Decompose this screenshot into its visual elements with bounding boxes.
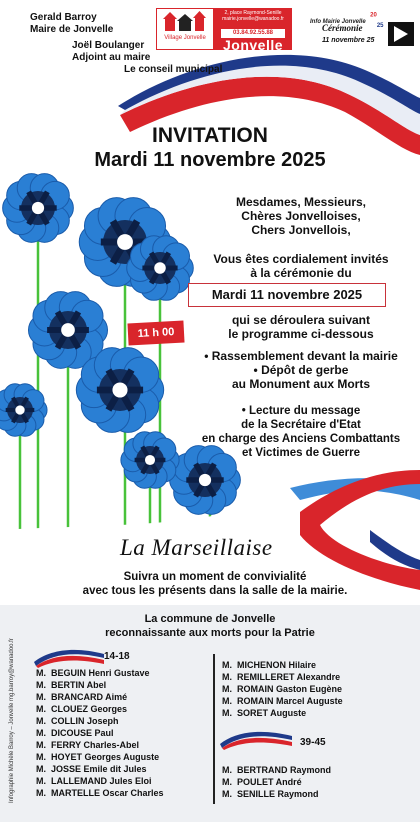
soldier-name: LALLEMAND Jules Eloi [51,776,152,786]
name-row [36,727,164,739]
name-prefix: M. [222,672,232,682]
marseillaise-title: La Marseillaise [120,535,273,560]
name-prefix: M. [36,716,46,726]
ceremony-date-box: Mardi 11 novembre 2025 [188,283,386,307]
name-row [36,739,164,751]
mairie-address [217,10,289,22]
conviviality-line-1: Suivra un moment de convivialité [123,571,307,583]
signatories [30,12,113,36]
deputy-title: Adjoint au maire [72,52,151,63]
address-line: 2, place Raymond-Senille [224,10,282,16]
ceremony-label: Cérémonie [322,23,363,33]
column-divider [213,654,215,804]
village-logo [157,9,213,49]
name-row [36,787,164,799]
mairie-brand: Jonvelle [222,37,284,53]
email-line: mairie.jonvelle@wanadoo.fr [222,16,284,22]
name-row [222,683,343,695]
name-prefix: M. [36,752,46,762]
program-intro-line-1: qui se déroulera suivant [231,313,371,327]
info-box-title: Info Mairie Jonvelle [310,19,366,25]
ceremony-date: 11 novembre 25 [322,37,375,44]
year-sup: 20 [370,12,377,19]
mairie-contact-box [156,8,292,53]
program-item-3-line-4: et Victimes de Guerre [241,447,361,459]
cornflower-8 [0,384,47,437]
soldier-name: BERTIN Abel [51,680,107,690]
name-row [36,667,164,679]
program-item-2: • Dépôt de gerbe [253,363,349,377]
war-list-3945 [222,764,331,800]
program-item-2-cont: au Monument aux Morts [231,377,370,391]
name-prefix: M. [222,696,232,706]
name-prefix: M. [222,708,232,718]
soldier-name: POULET André [237,777,302,787]
soldier-name: BEGUIN Henri Gustave [51,668,150,678]
war-label-3945: 39-45 [300,737,326,748]
deputy-block [72,40,150,64]
mayor-title: Maire de Jonvelle [30,24,114,35]
name-prefix: M. [36,704,46,714]
invitation-date: Mardi 11 novembre 2025 [94,149,326,171]
name-row [36,679,164,691]
soldier-name: MARTELLE Oscar Charles [51,788,164,798]
invite-line-1: Vous êtes cordialement invités [213,252,389,266]
soldier-name: FERRY Charles-Abel [51,740,140,750]
name-row [36,715,164,727]
soldier-name: ROMAIN Gaston Eugène [237,684,343,694]
name-prefix: M. [36,788,46,798]
flag-swoosh-3945 [220,728,292,750]
name-row [222,671,343,683]
salutation-line-2: Chères Jonvelloises, [241,209,361,223]
name-prefix: M. [36,776,46,786]
info-mairie-box [308,6,416,50]
salutation-line-1: Mesdames, Messieurs, [235,195,367,209]
name-prefix: M. [222,777,232,787]
program-item-3-line-2: de la Secrétaire d'Etat [241,419,361,431]
name-row [36,775,164,787]
program-item-1: • Rassemblement devant la mairie [204,349,398,363]
name-prefix: M. [36,740,46,750]
credit-line: Infographie Michèle Barroy – Jonvelle mg.barroy@wanadoo.fr [9,638,15,803]
name-row [222,776,331,788]
name-row [222,707,343,719]
soldier-name: COLLIN Joseph [51,716,119,726]
tribute-line-2: reconnaissante aux morts pour la Patrie [105,627,315,639]
name-prefix: M. [36,764,46,774]
name-row [36,691,164,703]
council-label: Le conseil municipal [124,64,223,75]
invite-line-2: à la cérémonie du [250,266,352,280]
soldier-name: JOSSE Emile dit Jules [51,764,147,774]
cornflower-5 [76,348,163,433]
name-prefix: M. [36,692,46,702]
program-intro [186,313,416,341]
flag-swoosh-1418 [34,646,104,668]
war-list-1418-right [222,659,343,719]
war-list-1418 [36,667,164,799]
village-label: Village Jonvelle [164,35,206,41]
soldier-name: SENILLE Raymond [237,789,319,799]
cornflower-4 [127,236,194,301]
name-row [222,788,331,800]
program-intro-line-2: le programme ci-dessous [228,327,374,341]
soldier-name: MICHENON Hilaire [237,660,317,670]
program-item-3-line-1: • Lecture du message [241,405,361,417]
soldier-name: CLOUEZ Georges [51,704,128,714]
commune-tribute [40,612,380,640]
program-list [186,349,416,391]
soldier-name: DICOUSE Paul [51,728,114,738]
soldier-name: SORET Auguste [237,708,307,718]
name-prefix: M. [222,789,232,799]
invite-block [186,252,416,280]
conviviality-line-2: avec tous les présents dans la salle de la mairie. [82,585,348,597]
soldier-name: REMILLERET Alexandre [237,672,341,682]
cornflower-1 [3,174,74,243]
name-prefix: M. [36,680,46,690]
name-prefix: M. [222,765,232,775]
salutation-block [186,195,416,237]
name-row [222,764,331,776]
time-badge: 11 h 00 [127,321,184,346]
arrow-right-icon [388,22,414,46]
soldier-name: HOYET Georges Auguste [51,752,160,762]
war-label-1418: 14-18 [104,651,130,662]
tribute-line-1: La commune de Jonvelle [144,613,276,625]
name-row [36,751,164,763]
deputy-name: Joël Boulanger [72,40,145,51]
name-prefix: M. [222,684,232,694]
name-prefix: M. [36,668,46,678]
program-item-3 [186,404,416,460]
mairie-phone: 03.84.92.55.88 [221,29,285,38]
name-row [222,695,343,707]
invitation-heading: INVITATION [152,124,268,147]
village-houses-icon [157,9,213,35]
conviviality-text [40,570,390,598]
soldier-name: ROMAIN Marcel Auguste [237,696,343,706]
name-row [222,659,343,671]
soldier-name: BERTRAND Raymond [237,765,332,775]
name-row [36,763,164,775]
mayor-name: Gerald Barroy [30,12,97,23]
name-prefix: M. [222,660,232,670]
program-item-3-line-3: en charge des Anciens Combattants [201,433,401,445]
name-prefix: M. [36,728,46,738]
salutation-line-3: Chers Jonvellois, [251,223,351,237]
year-sub: 25 [376,23,384,30]
soldier-name: BRANCARD Aimé [51,692,128,702]
name-row [36,703,164,715]
